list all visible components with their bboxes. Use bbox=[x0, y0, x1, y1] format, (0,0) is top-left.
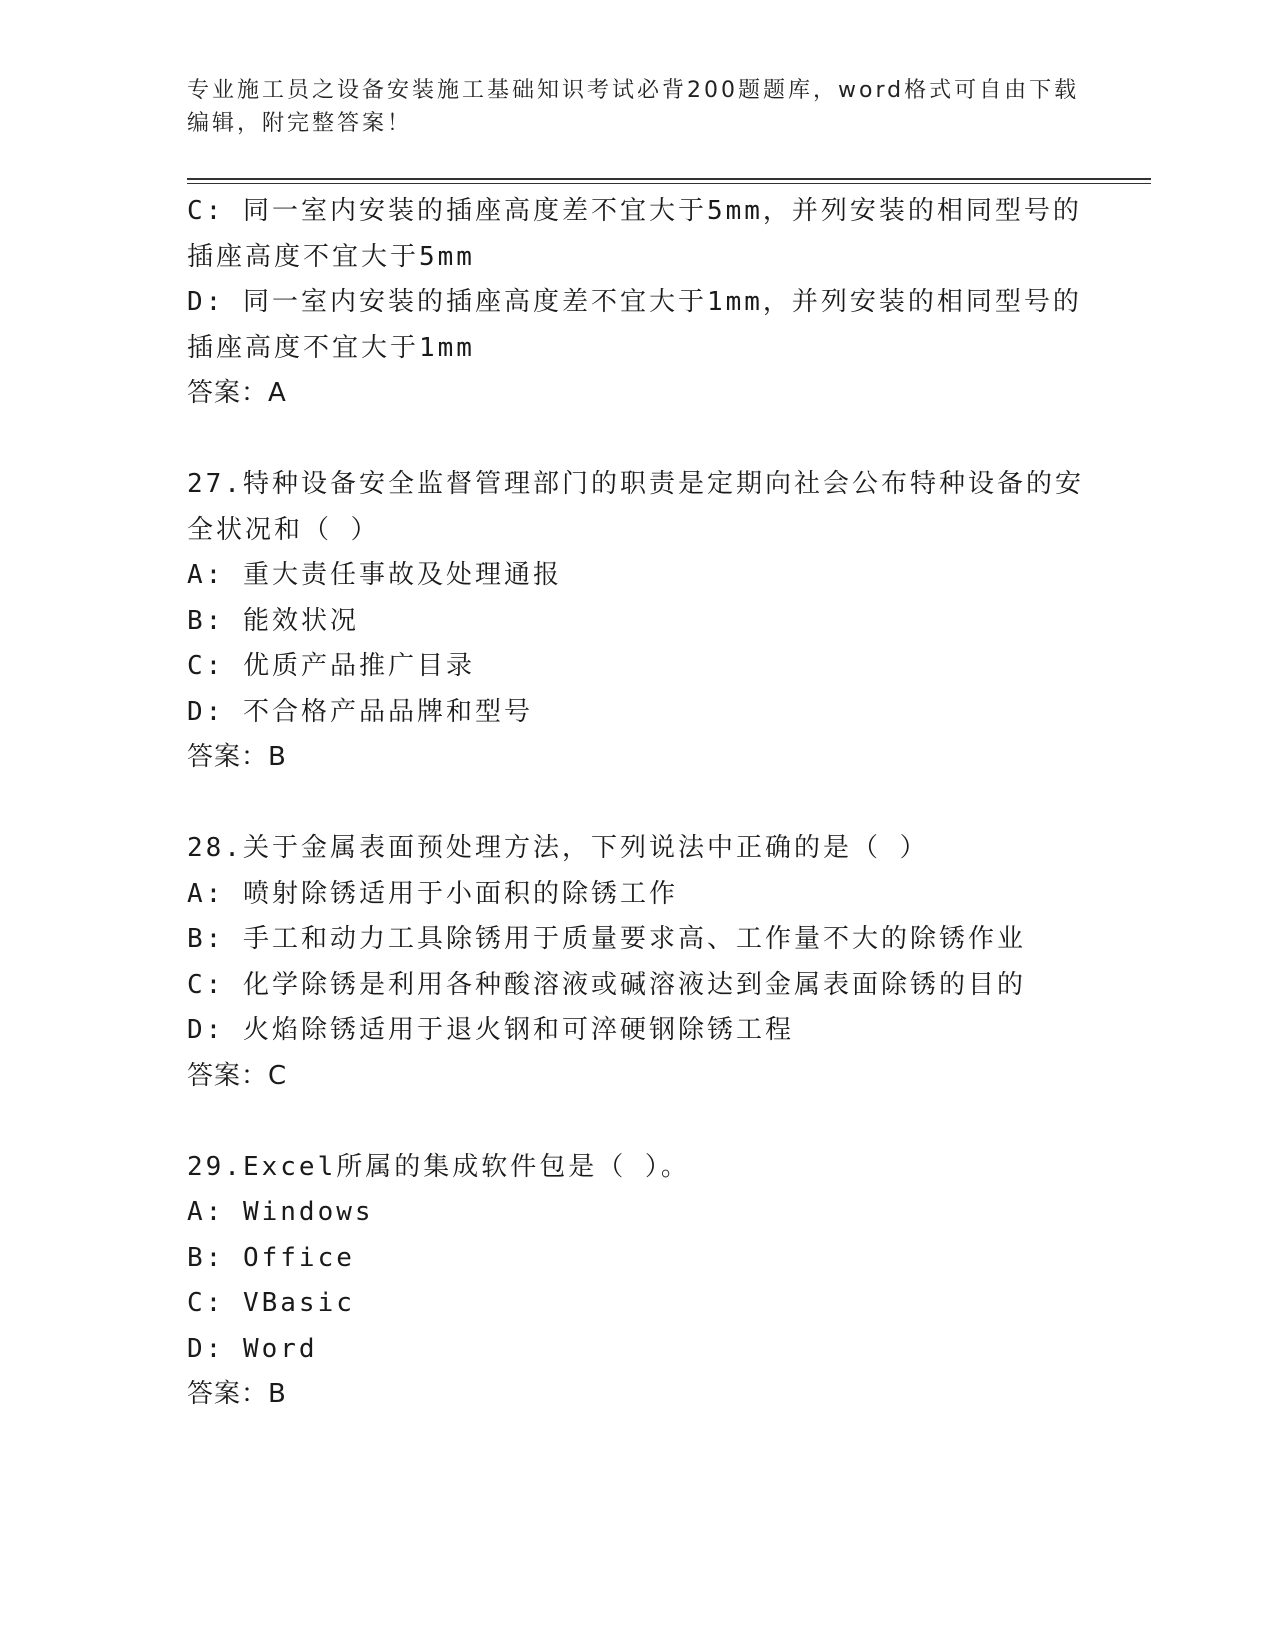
question-stem: 28.关于金属表面预处理方法，下列说法中正确的是（ ） bbox=[187, 833, 929, 863]
document-header bbox=[187, 74, 1080, 140]
question-28 bbox=[187, 826, 1077, 1099]
option-c: C: 同一室内安装的插座高度差不宜大于5mm，并列安装的相同型号的 bbox=[187, 196, 1082, 226]
option-a: A: 重大责任事故及处理通报 bbox=[187, 560, 562, 590]
option-d: D: 同一室内安装的插座高度差不宜大于1mm，并列安装的相同型号的 bbox=[187, 287, 1082, 317]
option-c: C: 优质产品推广目录 bbox=[187, 651, 475, 681]
header-title-line-2: 编辑，附完整答案！ bbox=[187, 111, 413, 136]
answer-text: 答案：A bbox=[187, 378, 287, 408]
question-stem-continued: 全状况和（ ） bbox=[187, 514, 380, 545]
document-body bbox=[187, 189, 1084, 1418]
option-c: C: VBasic bbox=[187, 1288, 355, 1318]
option-c-continued: 插座高度不宜大于5mm bbox=[187, 241, 475, 272]
answer-text: 答案：C bbox=[187, 1060, 288, 1091]
spacer bbox=[187, 781, 1077, 827]
option-d: D: 火焰除锈适用于退火钢和可淬硬钢除锈工程 bbox=[187, 1015, 794, 1045]
option-b: B: Office bbox=[187, 1242, 355, 1273]
question-27 bbox=[187, 462, 1084, 781]
answer-text: 答案：B bbox=[187, 742, 287, 772]
option-d: D: 不合格产品品牌和型号 bbox=[187, 696, 533, 727]
option-d: D: Word bbox=[187, 1333, 318, 1364]
header-divider-thick bbox=[187, 178, 1151, 180]
question-stem: 29.Excel所属的集成软件包是（ ）。 bbox=[187, 1151, 690, 1182]
option-d-continued: 插座高度不宜大于1mm bbox=[187, 332, 475, 363]
option-c: C: 化学除锈是利用各种酸溶液或碱溶液达到金属表面除锈的目的 bbox=[187, 969, 1026, 1000]
answer-text: 答案：B bbox=[187, 1379, 287, 1409]
spacer bbox=[187, 417, 1077, 463]
header-divider-thin bbox=[187, 183, 1151, 184]
question-stem: 27.特种设备安全监督管理部门的职责是定期向社会公布特种设备的安 bbox=[187, 469, 1084, 499]
question-29 bbox=[187, 1145, 1077, 1418]
header-title-line-1: 专业施工员之设备安装施工基础知识考试必背200题题库，word格式可自由下载 bbox=[187, 78, 1080, 103]
question-26-continuation bbox=[187, 189, 1082, 417]
spacer bbox=[187, 1099, 1077, 1145]
option-b: B: 能效状况 bbox=[187, 605, 359, 636]
option-a: A: Windows bbox=[187, 1197, 374, 1227]
option-b: B: 手工和动力工具除锈用于质量要求高、工作量不大的除锈作业 bbox=[187, 924, 1026, 954]
option-a: A: 喷射除锈适用于小面积的除锈工作 bbox=[187, 878, 678, 909]
